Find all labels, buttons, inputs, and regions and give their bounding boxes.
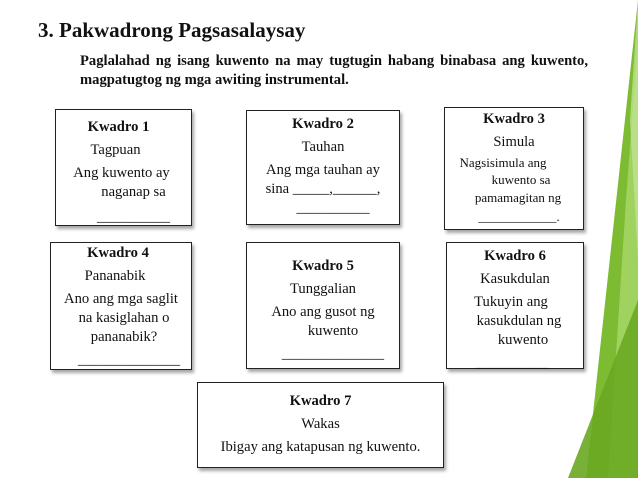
- kwadro-2-box: [246, 110, 400, 225]
- kwadro-3-line: pamamagitan ng: [474, 190, 562, 205]
- kwadro-6-heading: Kwadro 6: [484, 248, 546, 264]
- kwadro-1-box: [55, 109, 192, 226]
- kwadro-1-heading: Kwadro 1: [87, 119, 150, 135]
- kwadro-3-line: kuwento sa: [491, 171, 551, 187]
- kwadro-6-line: Tukuyin ang: [474, 294, 548, 310]
- kwadro-5-heading: Kwadro 5: [292, 258, 354, 274]
- kwadro-4-line: ______________: [77, 352, 181, 368]
- kwadro-5-line: kuwento: [307, 323, 359, 339]
- slide-title: 3. Pakwadrong Pagsasalaysay: [38, 18, 306, 42]
- kwadro-7-line: Wakas: [301, 416, 340, 432]
- kwadro-4-line: na kasiglahan o: [78, 310, 170, 326]
- kwadro-7-line: Ibigay ang katapusan ng kuwento.: [220, 439, 421, 455]
- kwadro-7-heading: Kwadro 7: [289, 393, 352, 409]
- kwadro-5-line: Tunggalian: [290, 281, 356, 297]
- kwadro-2-heading: Kwadro 2: [292, 116, 354, 132]
- kwadro-2-line: Ang mga tauhan ay: [266, 162, 380, 178]
- kwadro-1-line: __________: [97, 209, 170, 225]
- intro-paragraph: Paglalahad ng isang kuwento na may tugtugin habang binabasa ang kuwento, magpatugtog ng mga awiting instrumental.: [80, 53, 588, 88]
- kwadro-4-line: Pananabik: [84, 268, 146, 284]
- kwadro-6-box: [446, 242, 584, 369]
- kwadro-6-line: kuwento: [497, 332, 549, 348]
- kwadro-4-heading: Kwadro 4: [87, 245, 149, 261]
- kwadro-6-line: __________: [475, 355, 549, 371]
- kwadro-5-line: Ano ang gusot ng: [271, 304, 375, 320]
- kwadro-4-box: [50, 242, 192, 370]
- kwadro-6-line: kasukdulan ng: [476, 313, 562, 329]
- kwadro-1-line: naganap sa: [101, 184, 166, 200]
- kwadro-7-box: [197, 382, 444, 468]
- kwadro-5-box: [246, 242, 400, 369]
- kwadro-3-line: ____________.: [478, 208, 560, 224]
- kwadro-4-line: pananabik?: [90, 329, 158, 345]
- kwadro-1-line: Ang kuwento ay: [73, 165, 170, 181]
- kwadro-2-line: Tauhan: [301, 139, 345, 155]
- kwadro-4-line: Ano ang mga saglit: [64, 291, 178, 307]
- kwadro-3-box: [444, 107, 584, 230]
- kwadro-6-line: Kasukdulan: [480, 271, 550, 287]
- kwadro-3-line: Simula: [493, 134, 535, 150]
- kwadro-3-heading: Kwadro 3: [483, 111, 545, 127]
- kwadro-5-line: ______________: [281, 346, 385, 362]
- kwadro-2-line: __________: [296, 200, 370, 216]
- kwadro-2-line: sina _____,______,: [265, 181, 381, 197]
- kwadro-1-line: Tagpuan: [90, 142, 141, 158]
- kwadro-3-line: Nagsisimula ang: [459, 155, 547, 170]
